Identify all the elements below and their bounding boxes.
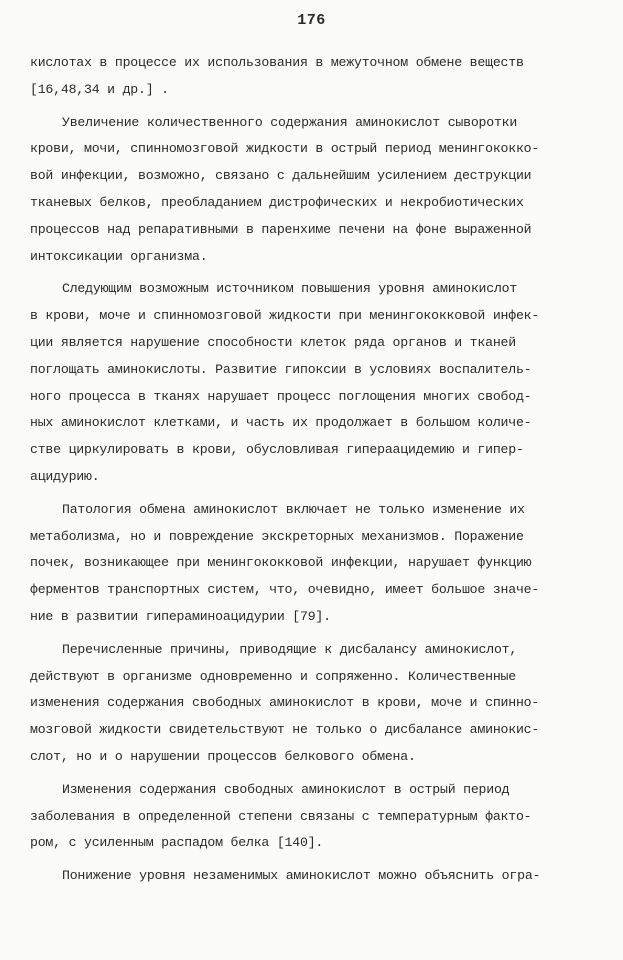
text-line: ние в развитии гипераминоацидурии [79]. — [30, 608, 331, 624]
text-line: ных аминокислот клетками, и часть их продолжает в большом количе- — [30, 415, 532, 431]
text-line: вой инфекции, возможно, связано с дальнейшим усилением деструкции — [30, 168, 532, 184]
text-line: ции является нарушение способности клеток ряда органов и тканей — [30, 334, 516, 350]
text-line: Патология обмена аминокислот включает не только изменение их — [62, 501, 525, 517]
text-line: почек, возникающее при менингококковой инфекции, нарушает функцию — [30, 555, 532, 571]
text-line: в крови, моче и спинномозговой жидкости при менингококковой инфек- — [30, 308, 540, 324]
text-line: мозговой жидкости свидетельствуют не только о дисбалансе аминокис- — [30, 722, 540, 738]
text-line: Увеличение количественного содержания аминокислот сыворотки — [62, 114, 518, 130]
body-text — [30, 50, 600, 890]
text-line: Следующим возможным источником повышения уровня аминокислот — [62, 281, 518, 297]
text-line: метаболизма, но и повреждение экскреторных механизмов. Поражение — [30, 528, 524, 544]
text-line: действуют в организме одновременно и сопряженно. Количественные — [30, 668, 516, 684]
text-line: [16,48,34 и др.] . — [30, 81, 169, 97]
text-line: ферментов транспортных систем, что, очевидно, имеет большое значе- — [30, 582, 540, 598]
page-number: 176 — [297, 12, 326, 29]
text-line: слот, но и о нарушении процессов белкового обмена. — [30, 748, 416, 764]
text-line: интоксикации организма. — [30, 248, 208, 264]
text-line: ного процесса в тканях нарушает процесс поглощения многих свобод- — [30, 388, 532, 404]
text-line: стве циркулировать в крови, обусловливая гипераацидемию и гипер- — [30, 442, 524, 458]
text-line: Изменения содержания свободных аминокислот в острый период — [62, 781, 510, 797]
text-line: тканевых белков, преобладанием дистрофических и некробиотических — [30, 194, 524, 210]
text-line: ром, с усиленным распадом белка [140]. — [30, 835, 324, 851]
text-line: Понижение уровня незаменимых аминокислот можно объяснить огра- — [62, 868, 541, 884]
text-line: процессов над репаративными в паренхиме печени на фоне выраженной — [30, 221, 532, 237]
text-line: крови, мочи, спинномозговой жидкости в острый период менингококко- — [30, 141, 540, 157]
text-line: изменения содержания свободных аминокислот в крови, моче и спинно- — [30, 695, 540, 711]
text-line: поглощать аминокислоты. Развитие гипоксии в условиях воспалитель- — [30, 361, 532, 377]
text-line: ацидурию. — [30, 468, 100, 484]
text-line: заболевания в определенной степени связаны с температурным факто- — [30, 808, 532, 824]
text-line: кислотах в процессе их использования в межуточном обмене веществ — [30, 55, 524, 70]
text-line: Перечисленные причины, приводящие к дисбалансу аминокислот, — [62, 641, 518, 657]
